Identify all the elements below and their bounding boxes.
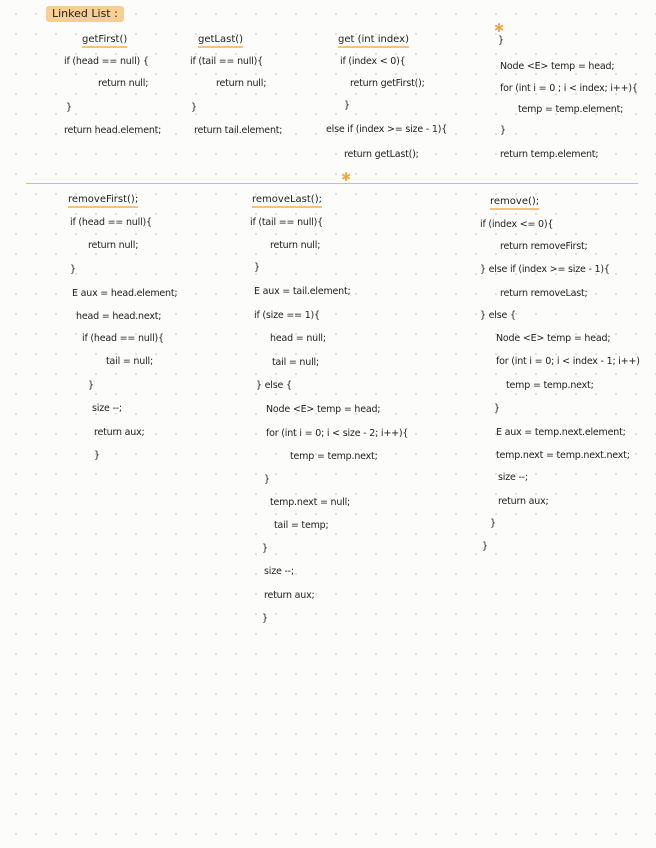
code-line: } [88, 380, 94, 391]
code-line: return head.element; [64, 125, 162, 136]
code-line: for (int i = 0; i < index - 1; i++) [496, 356, 640, 367]
code-line: } [490, 518, 496, 529]
code-line: if (tail == null){ [190, 56, 263, 67]
code-line: return getFirst(); [350, 78, 425, 89]
code-line: if (head == null){ [70, 217, 152, 228]
code-line: } [264, 474, 270, 485]
code-line: } else if (index >= size - 1){ [480, 264, 610, 275]
code-line: if (index < 0){ [340, 56, 406, 67]
code-line: return aux; [264, 590, 315, 601]
code-line: size --; [264, 566, 294, 577]
code-line: temp = temp.element; [518, 104, 624, 115]
code-line: return null; [88, 240, 139, 251]
star-icon: ✱ [341, 170, 352, 184]
code-line: tail = temp; [274, 520, 329, 531]
code-line: } [494, 403, 500, 414]
code-line: } [482, 541, 488, 552]
code-line: if (head == null){ [82, 333, 164, 344]
code-line: head = null; [270, 333, 326, 344]
code-line: temp.next = temp.next.next; [496, 450, 630, 461]
code-line: } [70, 264, 76, 275]
code-line: return null; [98, 78, 149, 89]
code-line: temp = temp.next; [290, 451, 378, 462]
code-line: Node <E> temp = head; [496, 333, 611, 344]
code-line: E aux = tail.element; [254, 286, 351, 297]
code-line: temp = temp.next; [506, 380, 594, 391]
code-line: tail = null; [106, 356, 153, 367]
code-line: return temp.element; [500, 149, 599, 160]
code-line: } [262, 613, 268, 624]
code-line: } [344, 100, 350, 111]
remove-heading: remove(); [490, 196, 539, 210]
page-title: Linked List : [46, 6, 124, 22]
code-line: head = head.next; [76, 311, 162, 322]
section-divider [26, 183, 638, 184]
code-line: if (tail == null){ [250, 217, 323, 228]
code-line: } [66, 102, 72, 113]
code-line: return aux; [94, 427, 145, 438]
getfirst-heading: getFirst() [82, 34, 127, 48]
code-line: } [262, 543, 268, 554]
code-line: return null; [216, 78, 267, 89]
code-line: for (int i = 0 ; i < index; i++){ [500, 83, 638, 94]
code-line: return aux; [498, 496, 549, 507]
code-line: E aux = temp.next.element; [496, 427, 626, 438]
code-line: } [500, 125, 506, 136]
code-line: if (index <= 0){ [480, 219, 554, 230]
code-line: return removeFirst; [500, 241, 588, 252]
code-line: } [498, 35, 504, 46]
code-line: } [254, 262, 260, 273]
get-heading: get (int index) [338, 34, 409, 48]
code-line: tail = null; [272, 357, 319, 368]
star-icon: ✱ [494, 21, 505, 35]
code-line: if (head == null) { [64, 56, 149, 67]
code-line: Node <E> temp = head; [500, 61, 615, 72]
code-line: size --; [92, 403, 122, 414]
code-line: size --; [498, 472, 528, 483]
removefirst-heading: removeFirst(); [68, 194, 138, 208]
code-line: return tail.element; [194, 125, 283, 136]
code-line: E aux = head.element; [72, 288, 178, 299]
code-line: } [191, 102, 197, 113]
code-line: if (size == 1){ [254, 310, 320, 321]
code-line: } [94, 450, 100, 461]
code-line: } else { [480, 310, 516, 321]
code-line: Node <E> temp = head; [266, 404, 381, 415]
code-line: for (int i = 0; i < size - 2; i++){ [266, 428, 409, 439]
code-line: return getLast(); [344, 149, 419, 160]
getlast-heading: getLast() [198, 34, 243, 48]
code-line: temp.next = null; [270, 497, 351, 508]
code-line: else if (index >= size - 1){ [326, 124, 448, 135]
code-line: } else { [256, 380, 292, 391]
removelast-heading: removeLast(); [252, 194, 322, 208]
code-line: return null; [270, 240, 321, 251]
code-line: return removeLast; [500, 288, 588, 299]
